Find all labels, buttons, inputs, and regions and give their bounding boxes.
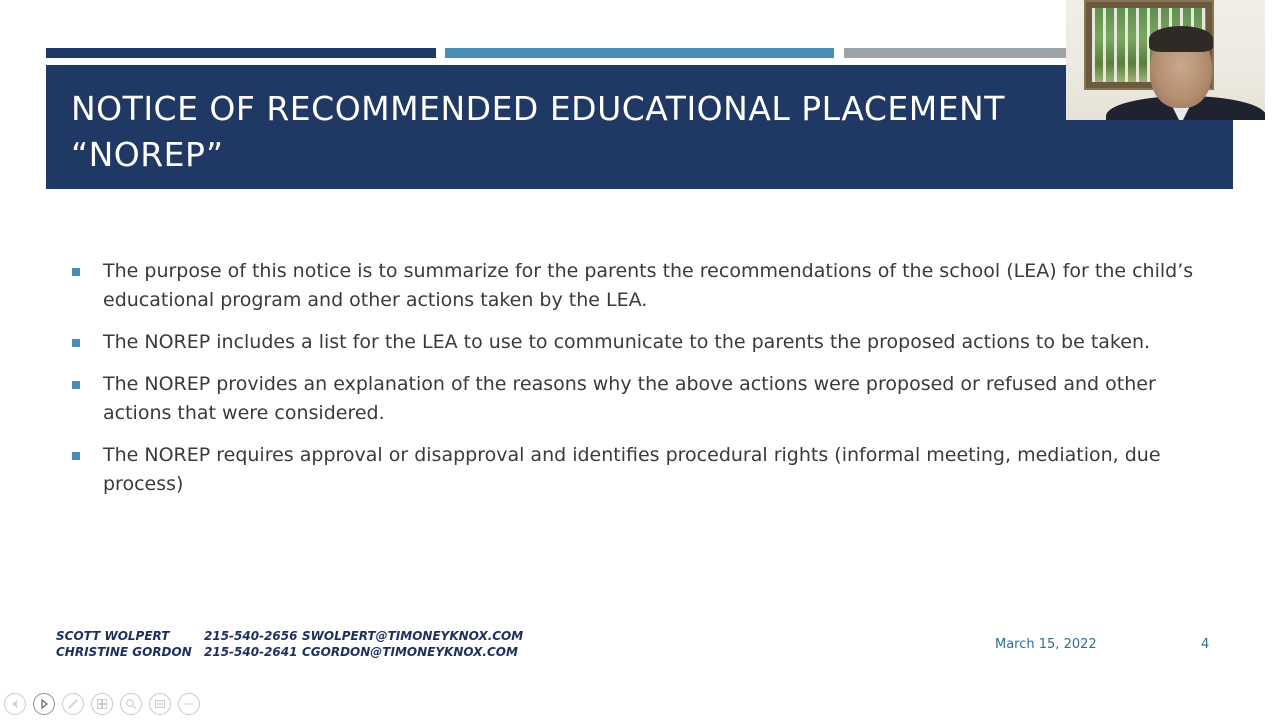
- slideshow-navigation-toolbar: [4, 692, 200, 716]
- bullet-text: The NOREP provides an explanation of the reasons why the above actions were proposed or refused and other actions that were considered.: [103, 373, 1156, 424]
- header-accent-bar-blue: [445, 48, 834, 58]
- bullet-list: [70, 257, 1210, 512]
- header-accent-bar-navy: [46, 48, 436, 58]
- zoom-icon: [125, 698, 137, 710]
- bullet-item: [70, 370, 1210, 428]
- more-options-icon: [183, 698, 195, 710]
- slide-title-line-2: “NOREP”: [71, 135, 224, 174]
- slides-grid-icon: [96, 698, 108, 710]
- slide-number: 4: [1201, 637, 1210, 652]
- bullet-text: The NOREP includes a list for the LEA to use to communicate to the parents the proposed actions to be taken.: [103, 331, 1151, 353]
- bullet-text: The NOREP requires approval or disapproval and identifies procedural rights (informal meeting, mediation, due process): [103, 444, 1161, 495]
- subtitles-icon: [154, 698, 166, 710]
- contact-name: SCOTT WOLPERT: [56, 629, 170, 643]
- previous-slide-button[interactable]: [4, 693, 26, 715]
- contact-name: CHRISTINE GORDON: [56, 645, 192, 659]
- slide-title-line-1: NOTICE OF RECOMMENDED EDUCATIONAL PLACEMENT: [71, 89, 1005, 128]
- next-slide-button[interactable]: [33, 693, 55, 715]
- see-all-slides-button[interactable]: [91, 693, 113, 715]
- bullet-item: [70, 257, 1210, 315]
- contact-phone: 215-540-2641: [204, 645, 298, 659]
- bullet-item: [70, 328, 1210, 357]
- presenter-webcam-video: [1066, 0, 1265, 120]
- bullet-item: [70, 441, 1210, 499]
- pen-tool-button[interactable]: [62, 693, 84, 715]
- footer-date: March 15, 2022: [995, 637, 1097, 652]
- previous-slide-icon: [9, 698, 21, 710]
- square-bullet-icon: [72, 452, 80, 460]
- square-bullet-icon: [72, 381, 80, 389]
- presenter-hair: [1149, 26, 1213, 52]
- contact-email: CGORDON@TIMONEYKNOX.COM: [302, 645, 518, 659]
- square-bullet-icon: [72, 339, 80, 347]
- contact-phone: 215-540-2656: [204, 629, 298, 643]
- zoom-button[interactable]: [120, 693, 142, 715]
- contact-row: [56, 644, 523, 660]
- contact-email: SWOLPERT@TIMONEYKNOX.COM: [302, 629, 524, 643]
- bullet-text: The purpose of this notice is to summarize for the parents the recommendations of the school (LEA) for the child’s educational program and other actions taken by the LEA.: [103, 260, 1194, 311]
- footer-contacts: [56, 628, 523, 660]
- square-bullet-icon: [72, 268, 80, 276]
- pen-icon: [67, 698, 79, 710]
- next-slide-icon: [38, 698, 50, 710]
- contact-row: [56, 628, 523, 644]
- slide-title-box: [46, 65, 1233, 189]
- more-options-button[interactable]: [178, 693, 200, 715]
- subtitles-button[interactable]: [149, 693, 171, 715]
